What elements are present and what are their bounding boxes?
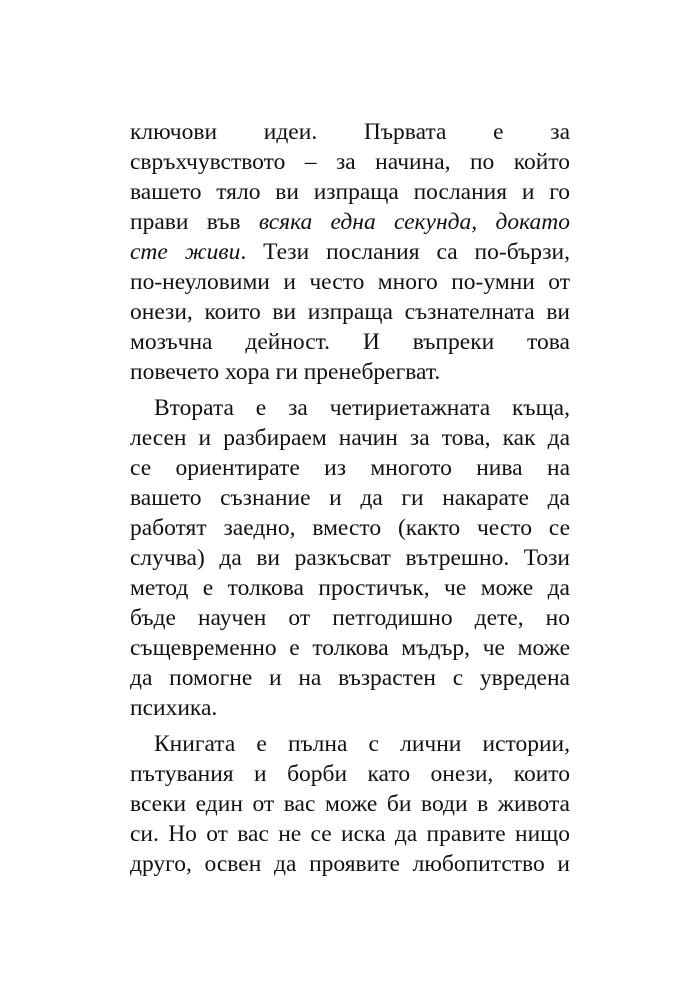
text-run: друго, освен да проявите любопитство и	[130, 851, 570, 877]
paragraph	[130, 117, 570, 387]
paragraph	[130, 729, 570, 879]
text-run: същевременно е толкова мъдър, че може	[130, 635, 570, 661]
text-line	[130, 513, 570, 543]
text-run: онези, които ви изпраща съзнателната ви	[130, 299, 570, 325]
text-run: да помогне и на възрастен с увредена	[130, 665, 570, 691]
text-line	[130, 543, 570, 573]
text-run: вашето съзнание и да ги накарате да	[130, 485, 570, 511]
text-line	[130, 117, 570, 147]
text-run: пътувания и борби като онези, които	[130, 761, 570, 787]
text-line	[130, 729, 570, 759]
text-line	[130, 297, 570, 327]
text-line	[130, 393, 570, 423]
text-run: случва) да ви разкъсват вътрешно. Този	[130, 545, 570, 571]
italic-text: всяка една секунда, докато	[258, 209, 570, 235]
text-run: мозъчна дейност. И въпреки това	[130, 329, 570, 355]
text-run: прави във	[130, 209, 259, 235]
text-run: се ориентирате из многото нива на	[130, 455, 570, 481]
text-line	[130, 603, 570, 633]
text-line	[130, 759, 570, 789]
text-line	[130, 327, 570, 357]
text-line	[130, 423, 570, 453]
text-line	[130, 147, 570, 177]
text-run: Втората е за четириетажната къща,	[154, 395, 570, 421]
text-line	[130, 663, 570, 693]
text-line	[130, 453, 570, 483]
text-run: свръхчувството – за начина, по който	[130, 149, 570, 175]
text-run: Книгата е пълна с лични истории,	[154, 731, 570, 757]
text-line	[130, 789, 570, 819]
text-line	[130, 849, 570, 879]
paragraph	[130, 393, 570, 723]
text-line	[130, 207, 570, 237]
text-line	[130, 633, 570, 663]
text-run: лесен и разбираем начин за това, как да	[130, 425, 570, 451]
text-run: психика.	[130, 695, 218, 721]
text-run: работят заедно, вместо (както често се	[130, 515, 570, 541]
text-run: метод е толкова простичък, че може да	[130, 575, 570, 601]
text-line	[130, 357, 570, 387]
text-line	[130, 483, 570, 513]
text-run: по-неуловими и често много по-умни от	[130, 269, 570, 295]
text-line	[130, 177, 570, 207]
text-line	[130, 573, 570, 603]
text-line	[130, 693, 570, 723]
text-line	[130, 819, 570, 849]
italic-text: сте живи	[130, 239, 241, 265]
text-line	[130, 267, 570, 297]
text-run: . Тези послания са по-бързи,	[240, 239, 570, 265]
text-run: повечето хора ги пренебрегват.	[130, 359, 441, 385]
text-run: всеки един от вас може би води в живота	[130, 791, 570, 817]
text-line	[130, 237, 570, 267]
text-run: ключови идеи. Първата е за	[130, 119, 570, 145]
text-run: бъде научен от петгодишно дете, но	[130, 605, 570, 631]
text-run: вашето тяло ви изпраща послания и го	[130, 179, 570, 205]
text-run: си. Но от вас не се иска да правите нищо	[130, 821, 570, 847]
body-text	[130, 117, 570, 879]
